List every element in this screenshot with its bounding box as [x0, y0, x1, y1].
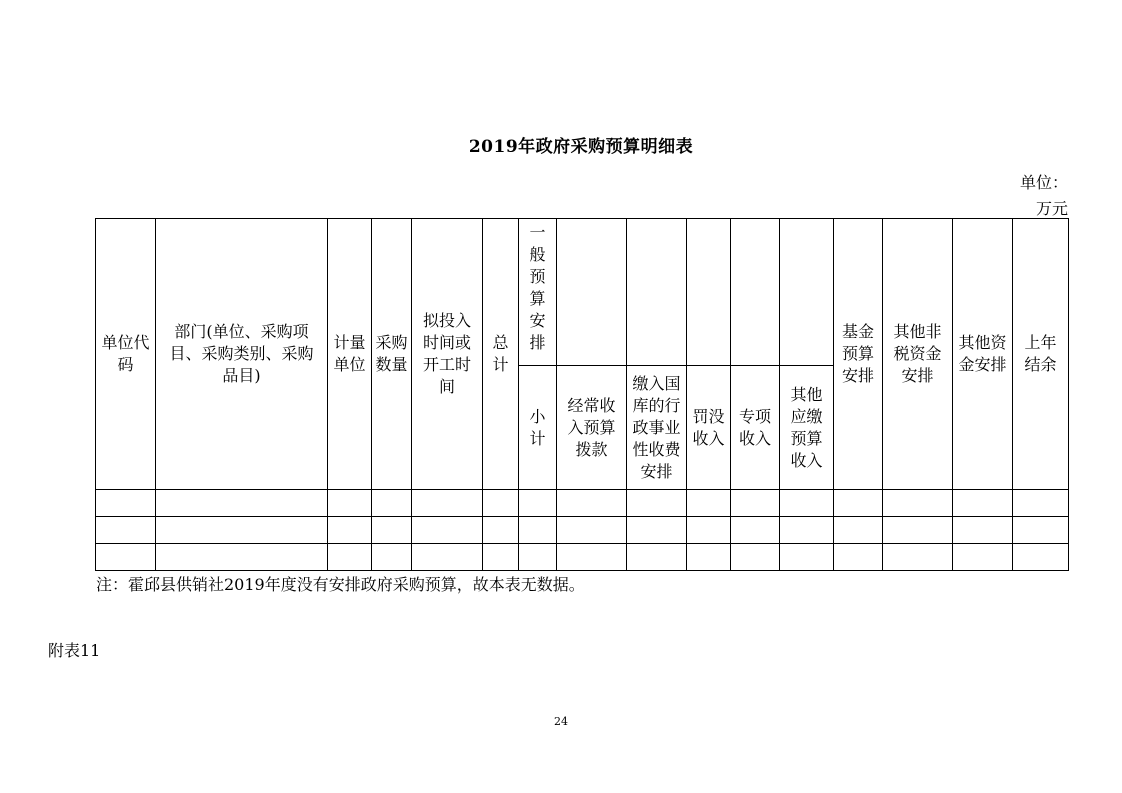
table-cell	[483, 517, 519, 544]
header-time: 拟投入 时间或 开工时 间	[412, 219, 483, 490]
table-cell	[412, 517, 483, 544]
table-cell	[780, 544, 834, 571]
table-cell	[953, 517, 1013, 544]
table-cell	[731, 517, 780, 544]
table-cell	[96, 490, 156, 517]
header-special-income: 专项 收入	[731, 366, 780, 490]
table-cell	[883, 517, 953, 544]
table-cell	[372, 544, 412, 571]
table-cell	[96, 544, 156, 571]
unit-label-line2: 万元	[1035, 199, 1068, 218]
table-cell	[557, 490, 627, 517]
table-cell	[687, 517, 731, 544]
appendix-label: 附表11	[48, 641, 101, 660]
table-cell	[156, 490, 328, 517]
table-cell	[483, 490, 519, 517]
unit-label-line1: 单位：	[1019, 173, 1068, 192]
table-cell	[834, 544, 883, 571]
table-row	[96, 544, 1069, 571]
table-cell	[328, 517, 372, 544]
table-cell	[780, 490, 834, 517]
table-cell	[412, 490, 483, 517]
table-cell	[883, 490, 953, 517]
table-cell	[834, 517, 883, 544]
table-cell	[519, 544, 557, 571]
table-cell	[328, 544, 372, 571]
table-cell	[883, 544, 953, 571]
table-cell	[953, 490, 1013, 517]
table-cell	[687, 490, 731, 517]
table-cell	[627, 490, 687, 517]
header-last-year-balance: 上年 结余	[1013, 219, 1069, 490]
header-general-budget: 一 般 预 算 安 排	[519, 219, 557, 366]
table-cell	[156, 517, 328, 544]
table-cell	[372, 517, 412, 544]
table-cell	[557, 517, 627, 544]
header-blank-cell	[687, 219, 731, 366]
table-cell	[372, 490, 412, 517]
header-blank-cell	[627, 219, 687, 366]
table-cell	[731, 544, 780, 571]
table-note: 注：霍邱县供销社2019年度没有安排政府采购预算，故本表无数据。	[96, 575, 585, 594]
header-other-nontax: 其他非 税资金 安排	[883, 219, 953, 490]
header-department: 部门(单位、采购项 目、采购类别、采购 品目)	[156, 219, 328, 490]
table-cell	[1013, 490, 1069, 517]
page-title: 2019年政府采购预算明细表	[468, 137, 694, 157]
table-cell	[519, 517, 557, 544]
header-blank-cell	[557, 219, 627, 366]
table-cell	[1013, 517, 1069, 544]
header-fund-budget: 基金 预算 安排	[834, 219, 883, 490]
header-measure-unit: 计量 单位	[328, 219, 372, 490]
table-row	[96, 517, 1069, 544]
table-cell	[687, 544, 731, 571]
budget-table	[95, 218, 1069, 571]
table-cell	[96, 517, 156, 544]
header-total: 总 计	[483, 219, 519, 490]
header-blank-cell	[731, 219, 780, 366]
table-cell	[627, 517, 687, 544]
table-cell	[953, 544, 1013, 571]
header-unit-code: 单位代 码	[96, 219, 156, 490]
table-cell	[412, 544, 483, 571]
header-other-funds: 其他资 金安排	[953, 219, 1013, 490]
table-row	[96, 490, 1069, 517]
header-subtotal: 小 计	[519, 366, 557, 490]
header-fines: 罚没 收入	[687, 366, 731, 490]
table-cell	[627, 544, 687, 571]
header-admin-fees: 缴入国 库的行 政事业 性收费 安排	[627, 366, 687, 490]
table-cell	[731, 490, 780, 517]
header-other-payable: 其他 应缴 预算 收入	[780, 366, 834, 490]
header-regular-income: 经常收 入预算 拨款	[557, 366, 627, 490]
header-blank-cell	[780, 219, 834, 366]
table-cell	[1013, 544, 1069, 571]
table-cell	[156, 544, 328, 571]
table-cell	[780, 517, 834, 544]
header-quantity: 采购 数量	[372, 219, 412, 490]
table-cell	[328, 490, 372, 517]
table-cell	[483, 544, 519, 571]
table-cell	[519, 490, 557, 517]
unit-label	[1008, 170, 1068, 222]
table-cell	[834, 490, 883, 517]
page-number: 24	[554, 715, 568, 728]
table-cell	[557, 544, 627, 571]
